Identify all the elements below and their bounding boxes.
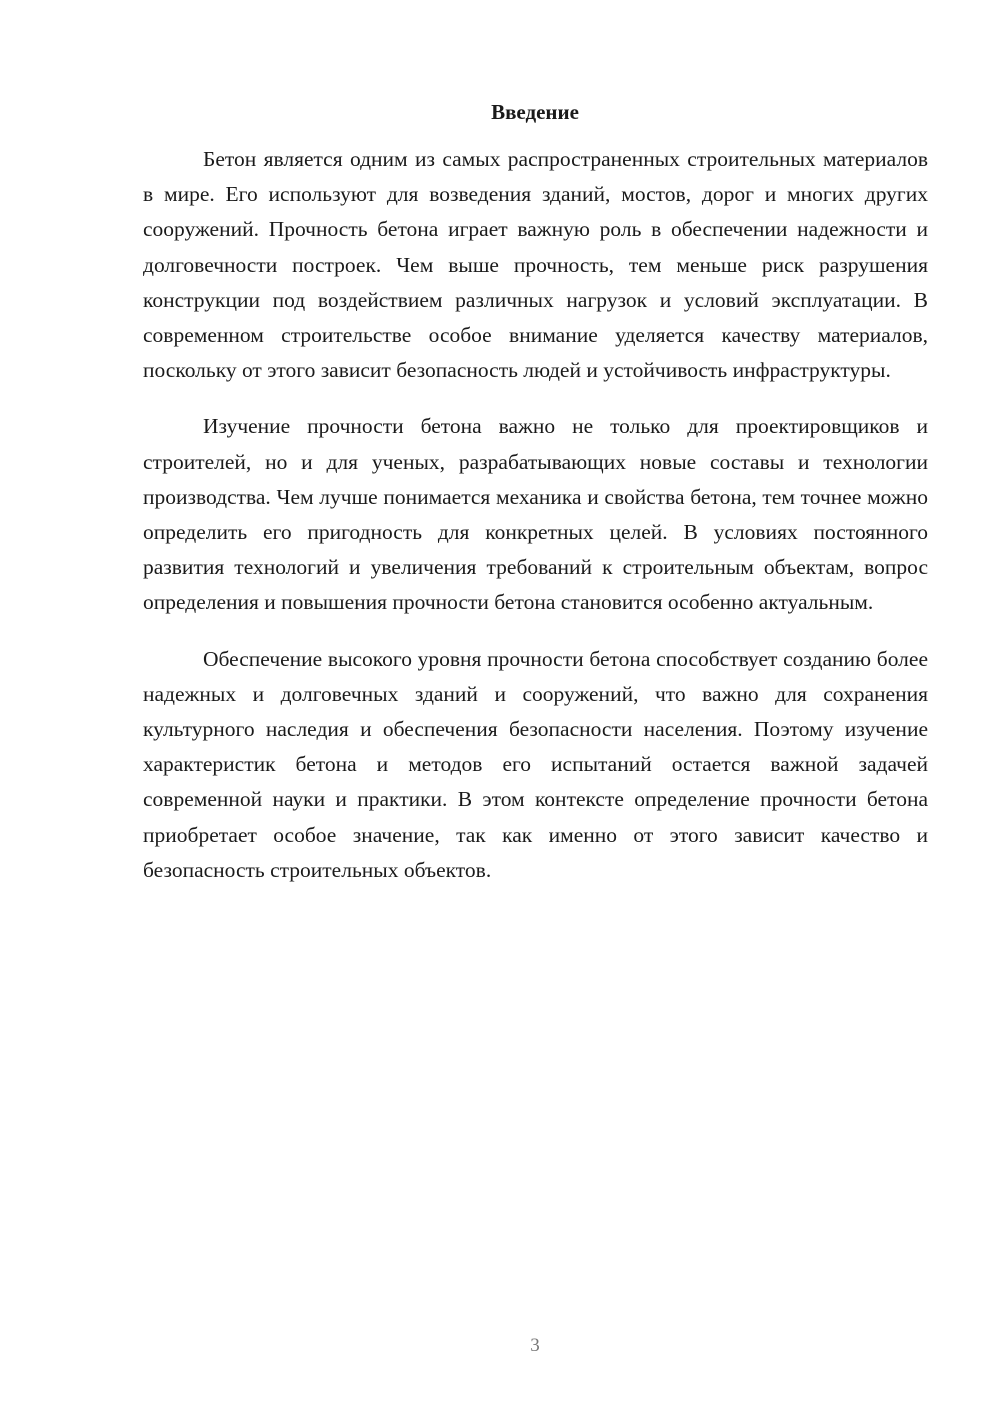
body-text <box>143 142 928 888</box>
section-title: Введение <box>491 100 579 124</box>
paragraph-2: Изучение прочности бетона важно не только для проектировщиков и строителей, но и для ученых, разрабатывающих новые составы и технологии производства. Чем лучше понимается механика и свойства бетона, тем точнее можно определить его пригодность для конкретных целей. В условиях постоянного развития технологий и увеличения требований к строительным объектам, вопрос определения и повышения прочности бетона становится особенно актуальным. <box>143 414 928 615</box>
paragraph-3: Обеспечение высокого уровня прочности бетона способствует созданию более надежных и долговечных зданий и сооружений, что важно для сохранения культурного наследия и обеспечения безопасности населения. Поэтому изучение характеристик бетона и методов его испытаний остается важной задачей современной науки и практики. В этом контексте определение прочности бетона приобретает особое значение, так как именно от этого зависит качество и безопасность строительных объектов. <box>143 646 928 882</box>
paragraph-1: Бетон является одним из самых распространенных строительных материалов в мире. Его используют для возведения зданий, мостов, дорог и многих других сооружений. Прочность бетона играет важную роль в обеспечении надежности и долговечности построек. Чем выше прочность, тем меньше риск разрушения конструкции под воздействием различных нагрузок и условий эксплуатации. В современном строительстве особое внимание уделяется качеству материалов, поскольку от этого зависит безопасность людей и устойчивость инфраструктуры. <box>143 147 928 383</box>
page-number: 3 <box>530 1335 540 1356</box>
